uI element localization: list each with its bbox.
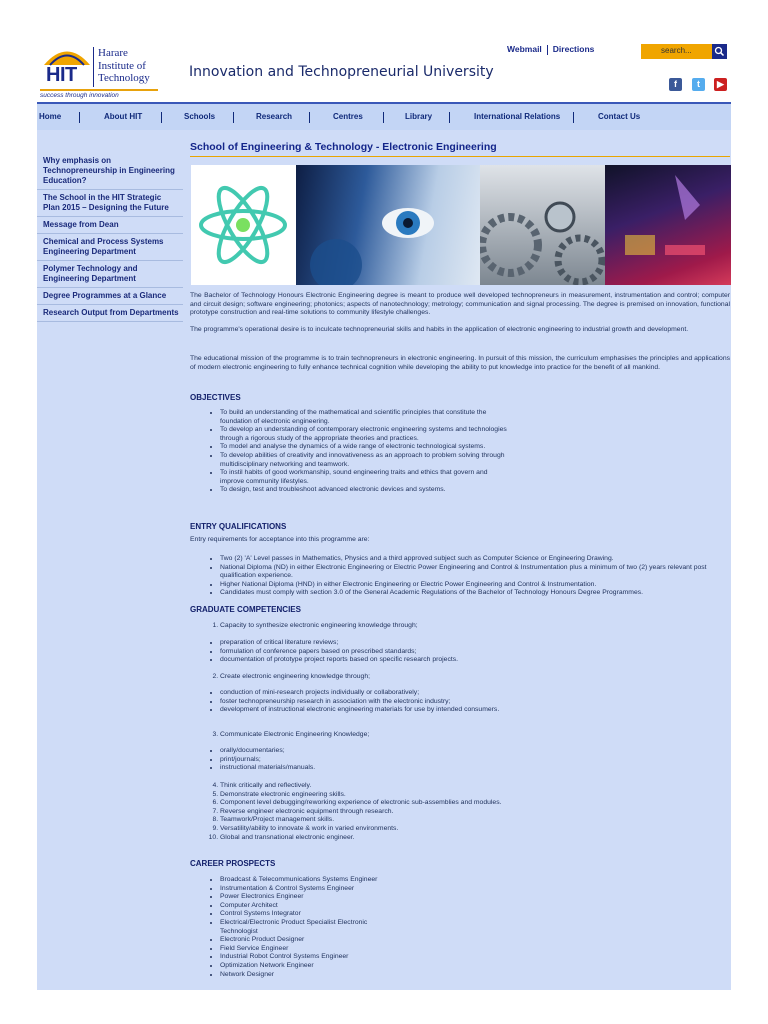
competencies-heading: GRADUATE COMPETENCIES (190, 605, 301, 614)
header (0, 0, 768, 102)
directions-link[interactable]: Directions (552, 44, 595, 54)
nav-research[interactable]: Research (256, 112, 293, 121)
search-button[interactable] (712, 44, 727, 59)
nav-centres[interactable]: Centres (333, 112, 363, 121)
list-item: • National Diploma (ND) in either Electronic Engineering or Electric Power Engineering and Control & Instrumentation plus a minimum of two (2) years relevant post qualification experience. (220, 564, 730, 581)
competency-2: 2. Create electronic engineering knowledge through; (220, 673, 530, 682)
list-item: • Electrical/Electronic Product Specialist Electronic Technologist (220, 919, 405, 936)
competency-rest-list (220, 782, 520, 842)
list-item: • Electronic Product Designer (220, 936, 405, 945)
nav-international-relations[interactable]: International Relations (474, 112, 561, 121)
sidebar-item-technopreneurship[interactable]: Why emphasis on Technopreneurship in Engineering Education? (37, 153, 183, 190)
webmail-link[interactable]: Webmail (507, 44, 542, 54)
sidebar-item-dean-message[interactable]: Message from Dean (37, 217, 183, 234)
youtube-icon[interactable]: ▶ (714, 78, 727, 91)
search-box[interactable] (641, 44, 727, 59)
nav-home[interactable]: Home (39, 112, 62, 121)
eye-image (296, 165, 480, 285)
list-item: • orally/documentaries; (220, 747, 530, 756)
list-item: • Network Designer (220, 971, 405, 980)
list-item: • formulation of conference papers based on prescribed standards; (220, 648, 520, 657)
hit-logo[interactable] (40, 44, 160, 98)
list-item: • conduction of mini-research projects individually or collaboratively; (220, 689, 510, 698)
top-links (507, 44, 594, 55)
list-item: • To instil habits of good workmanship, sound engineering traits and ethics that govern and improve community lifestyles. (220, 469, 510, 486)
list-item: 6. Component level debugging/reworking experience of electronic sub-assemblies and modules. (220, 799, 520, 808)
list-item: 10. Global and transnational electronic engineer. (220, 834, 520, 843)
objectives-heading: OBJECTIVES (190, 393, 241, 402)
careers-list (220, 876, 405, 979)
atom-image (191, 165, 296, 285)
list-item: • Optimization Network Engineer (220, 962, 405, 971)
careers-heading: CAREER PROSPECTS (190, 859, 276, 868)
list-item: • Instrumentation & Control Systems Engineer (220, 885, 405, 894)
list-item: • Industrial Robot Control Systems Engineer (220, 953, 405, 962)
intro-paragraph-1: The Bachelor of Technology Honours Electronic Engineering degree is meant to produce well developed technopreneurs in measurement, instrumentation and control; computer and circuit design; software engineering; photonics; aspects of nanotechnology; metrology; communication and signal processing. The degree is premised on innovation, functional prototype construction and real-time solutions to community lifestyle challenges. (190, 292, 730, 316)
intro-paragraph-2: The programme's operational desire is to inculcate technopreneurial skills and habits in the application of electronic engineering to industrial growth and development. (190, 326, 689, 333)
twitter-icon[interactable]: t (692, 78, 705, 91)
search-input[interactable]: search... (661, 46, 692, 55)
nav-about-hit[interactable]: About HIT (104, 112, 143, 121)
entry-heading: ENTRY QUALIFICATIONS (190, 522, 287, 531)
competency-1: 1. Capacity to synthesize electronic engineering knowledge through; (220, 622, 530, 631)
list-item: • print/journals; (220, 756, 530, 765)
list-item: • foster technopreneurship research in association with the electronic industry; (220, 698, 510, 707)
nav-contact-us[interactable]: Contact Us (598, 112, 641, 121)
sidebar-item-strategic-plan[interactable]: The School in the HIT Strategic Plan 2015 – Designing the Future (37, 190, 183, 217)
list-item: • To develop abilities of creativity and innovativeness as an approach to problem solving through multidisciplinary networking and teamwork. (220, 452, 510, 469)
list-item: • development of instructional electronic engineering materials for use by intended consumers. (220, 706, 510, 715)
banner-image (191, 165, 731, 285)
objectives-list (220, 409, 510, 495)
list-item: • instructional materials/manuals. (220, 764, 530, 773)
list-item: • To model and analyse the dynamics of a wide range of electronic technological systems. (220, 443, 510, 452)
page-title: School of Engineering & Technology - Electronic Engineering (190, 141, 730, 157)
list-item: • To develop an understanding of contemporary electronic engineering systems and technologies through a rigorous study of the appropriate theories and practices. (220, 426, 510, 443)
list-item: • documentation of prototype project reports based on specific research projects. (220, 656, 520, 665)
entry-intro: Entry requirements for acceptance into this programme are: (190, 536, 370, 543)
nav-library[interactable]: Library (405, 112, 433, 121)
university-title: Innovation and Technopreneurial University (189, 64, 494, 80)
list-item: • preparation of critical literature reviews; (220, 639, 520, 648)
sidebar-item-research-output[interactable]: Research Output from Departments (37, 305, 183, 322)
list-item: • To design, test and troubleshoot advanced electronic devices and systems. (220, 486, 510, 495)
competency-2-list (220, 689, 510, 715)
list-item: • Candidates must comply with section 3.0 of the General Academic Regulations of the Bachelor of Technology Honours Degree Programmes. (220, 589, 730, 598)
entry-list (220, 555, 730, 598)
list-item: 9. Versatility/ability to innovate & work in varied environments. (220, 825, 520, 834)
circuit-board-image (605, 165, 731, 285)
sidebar-item-degree-programmes[interactable]: Degree Programmes at a Glance (37, 288, 183, 305)
search-icon (712, 44, 727, 59)
competency-3: 3. Communicate Electronic Engineering Knowledge; (220, 731, 530, 740)
facebook-icon[interactable]: f (669, 78, 682, 91)
intro-paragraph-3: The educational mission of the programme is to train technopreneurs in electronic engineering. In pursuit of this mission, the curriculum emphasises the principles and applications of modern electronic engineering to fully enhance technical cognition while developing the ability to put knowledge into practice for the benefit of all mankind. (190, 355, 730, 371)
logo-divider (93, 47, 94, 87)
list-item: • Higher National Diploma (HND) in either Electronic Engineering or Electric Power Engineering and Control & Instrumentation. (220, 581, 730, 590)
main-nav (37, 102, 731, 131)
sidebar-item-polymer[interactable]: Polymer Technology and Engineering Department (37, 261, 183, 288)
sidebar (37, 153, 183, 322)
list-item: • To build an understanding of the mathematical and scientific principles that constitute the foundation of electronic engineering. (220, 409, 510, 426)
list-item: 8. Teamwork/Project management skills. (220, 816, 520, 825)
list-item: • Field Service Engineer (220, 945, 405, 954)
competency-1-list (220, 639, 520, 665)
competency-3-list (220, 747, 530, 773)
logo-text: HIT (46, 64, 77, 86)
list-item: • Broadcast & Telecommunications Systems Engineer (220, 876, 405, 885)
sun-logo-icon (42, 44, 92, 66)
sidebar-item-chemical-process[interactable]: Chemical and Process Systems Engineering Department (37, 234, 183, 261)
list-item: 7. Reverse engineer electronic equipment through research. (220, 808, 520, 817)
list-item: • Computer Architect (220, 902, 405, 911)
list-item: • Power Electronics Engineer (220, 893, 405, 902)
list-item: 4. Think critically and reflectively. (220, 782, 520, 791)
logo-name: Harare Institute of Technology (98, 47, 150, 84)
logo-tagline: success through innovation (40, 89, 158, 99)
list-item: 5. Demonstrate electronic engineering skills. (220, 791, 520, 800)
list-item: • Two (2) 'A' Level passes in Mathematics, Physics and a third approved subject such as Computer Science or Engineering Drawing. (220, 555, 730, 564)
list-item: • Control Systems Integrator (220, 910, 405, 919)
gears-image (480, 165, 605, 285)
nav-schools[interactable]: Schools (184, 112, 216, 121)
